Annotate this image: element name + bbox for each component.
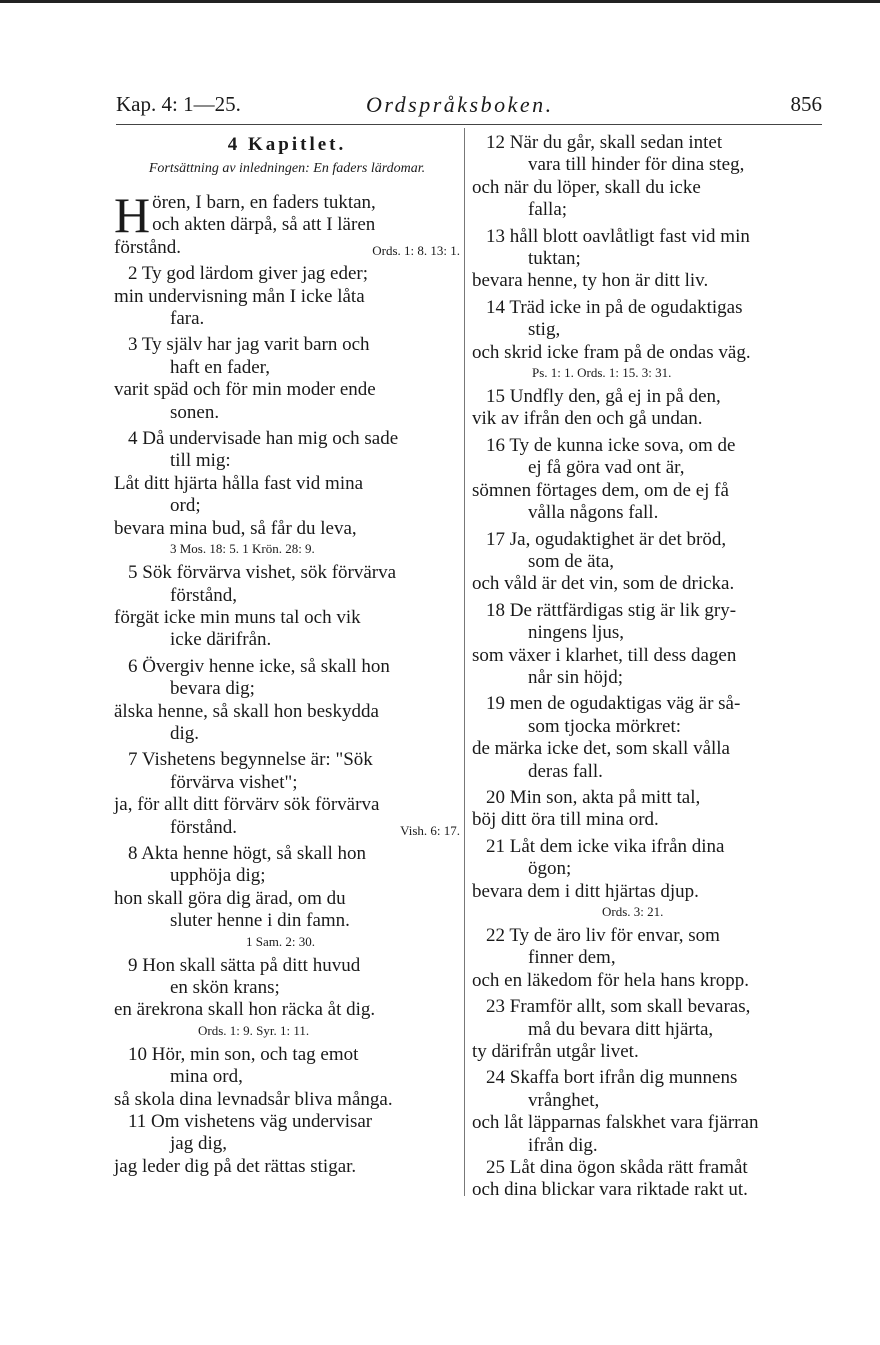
verse-line: stig, [528, 319, 561, 341]
verse-line: jag leder dig på det rättas stigar. [114, 1155, 357, 1177]
verse-line: 23 Framför allt, som skall bevaras, [486, 996, 751, 1018]
verse-18 [472, 600, 822, 690]
verse-8 [114, 843, 460, 951]
verse-6 [114, 656, 460, 746]
verse-line: och akten därpå, så att I lären [152, 214, 376, 236]
verse-line [114, 817, 460, 839]
verse-5 [114, 562, 460, 652]
verse-line: 12 När du går, skall sedan intet [486, 132, 723, 153]
verse-20 [472, 787, 822, 832]
chapter-intro: Fortsättning av inledningen: En faders lärdomar. [148, 161, 426, 176]
verse-line: och skrid icke fram på de ondas väg. [472, 341, 751, 363]
verse-line: ord; [170, 495, 201, 517]
verse-line: 3 Ty själv har jag varit barn och [128, 334, 370, 356]
header-rule [116, 124, 822, 125]
verse-line [114, 237, 460, 259]
verse-10 [114, 1044, 460, 1111]
verse-line: icke därifrån. [170, 629, 272, 651]
verse-line: dig. [170, 722, 200, 744]
verse-line: en skön krans; [170, 977, 280, 998]
verse-line: och dina blickar vara riktade rakt ut. [472, 1179, 748, 1201]
verse-line: Låt ditt hjärta hålla fast vid mina [114, 472, 364, 494]
verse-line: ifrån dig. [528, 1134, 598, 1156]
verse-line: bevara henne, ty hon är ditt liv. [472, 270, 709, 292]
verse-line: som de äta, [528, 550, 615, 572]
verse-line: fara. [170, 308, 205, 330]
verse-9 [114, 955, 460, 1040]
verse-line-text: förstånd. [114, 236, 182, 258]
verse-line: jag dig, [170, 1133, 227, 1155]
verse-line: 20 Min son, akta på mitt tal, [486, 786, 701, 808]
verse-11 [114, 1111, 460, 1178]
page-number: 856 [790, 92, 822, 116]
verse-line: 4 Då undervisade han mig och sade [128, 428, 399, 450]
verse-22 [472, 925, 822, 992]
verse-line: förstånd, [170, 584, 238, 606]
verse-line: förgät icke min muns tal och vik [114, 606, 361, 628]
verse-line: böj ditt öra till mina ord. [472, 809, 659, 831]
verse-19 [472, 693, 822, 783]
verse-line: och låt läpparnas falskhet vara fjärran [472, 1112, 759, 1134]
verse-line: 16 Ty de kunna icke sova, om de [486, 434, 736, 456]
verse-line: 14 Träd icke in på de ogudaktigas [486, 296, 743, 318]
verse-line: till mig: [170, 450, 231, 472]
verse-line: upphöja dig; [170, 865, 266, 887]
verse-line: 6 Övergiv henne icke, så skall hon [128, 655, 390, 677]
verse-line: 2 Ty god lärdom giver jag eder; [128, 263, 368, 285]
verse-line: vrånghet, [528, 1089, 600, 1111]
verse-15 [472, 386, 822, 431]
verse-line: sluter henne i din famn. [170, 910, 350, 932]
verse-line: bevara dig; [170, 678, 255, 700]
chapter-heading: 4 Kapitlet. [227, 134, 347, 155]
drop-cap: H [114, 187, 151, 243]
verse-16 [472, 435, 822, 525]
verse-line: ningens ljus, [528, 622, 625, 644]
cross-reference: Ords. 3: 21. [602, 904, 664, 919]
cross-reference: 1 Sam. 2: 30. [246, 933, 315, 949]
column-divider [464, 128, 465, 1196]
verse-17 [472, 529, 822, 596]
verse-line: mina ord, [170, 1066, 243, 1088]
verse-line: når sin höjd; [528, 666, 623, 688]
verse-line: må du bevara ditt hjärta, [528, 1018, 714, 1040]
verse-line: älska henne, så skall hon beskydda [114, 700, 379, 722]
verse-line: som växer i klarhet, till dess dagen [472, 644, 737, 666]
verse-line: vålla någons fall. [528, 502, 659, 524]
verse-line: 5 Sök förvärva vishet, sök förvärva [128, 562, 397, 584]
book-title: Ordspråksboken. [366, 92, 554, 117]
cross-reference: Ords. 1: 8. 13: 1. [372, 242, 460, 258]
verse-line: som tjocka mörkret: [528, 715, 682, 737]
verse-2 [114, 263, 460, 330]
verse-line: 22 Ty de äro liv för envar, som [486, 925, 720, 946]
verse-line: ej få göra vad ont är, [528, 457, 685, 479]
verse-line: 18 De rättfärdigas stig är lik gry- [486, 599, 737, 621]
verse-line: 11 Om vishetens väg undervisar [128, 1111, 373, 1133]
verse-line: så skola dina levnadsår bliva många. [114, 1088, 393, 1110]
chapter-reference: Kap. 4: 1—25. [116, 92, 241, 116]
verse-3 [114, 334, 460, 424]
verse-line: en ärekrona skall hon räcka åt dig. [114, 999, 376, 1021]
verse-1 [114, 187, 460, 259]
verse-7 [114, 749, 460, 839]
verse-25 [472, 1157, 822, 1202]
verse-line: ty därifrån utgår livet. [472, 1041, 639, 1063]
verse-line: 13 håll blott oavlåtligt fast vid min [486, 225, 750, 247]
verse-line: 19 men de ogudaktigas väg är så- [486, 693, 741, 715]
verse-line: och när du löper, skall du icke [472, 176, 701, 198]
verse-line: 17 Ja, ogudaktighet är det bröd, [486, 528, 727, 550]
verse-line: och en läkedom för hela hans kropp. [472, 969, 749, 991]
verse-line: förvärva vishet"; [170, 771, 298, 793]
verse-line: tuktan; [528, 248, 581, 270]
verse-23 [472, 996, 822, 1063]
verse-line: bevara mina bud, så får du leva, [114, 517, 357, 539]
verse-line: ögon; [528, 858, 572, 880]
verse-line: 24 Skaffa bort ifrån dig munnens [486, 1067, 738, 1089]
verse-line: deras fall. [528, 760, 603, 782]
verse-line: 9 Hon skall sätta på ditt huvud [128, 954, 361, 976]
verse-14 [472, 297, 822, 382]
verse-line: varit späd och för min moder ende [114, 379, 376, 401]
verse-line-text: förstånd. [170, 816, 238, 838]
verse-line: 8 Akta henne högt, så skall hon [128, 842, 366, 864]
verse-line: sömnen förtages dem, om de ej få [472, 479, 729, 501]
verse-line: ören, I barn, en faders tuktan, [152, 192, 376, 213]
verse-line: finner dem, [528, 947, 616, 969]
verse-line: vara till hinder för dina steg, [528, 154, 745, 176]
top-edge-line [0, 0, 880, 3]
verse-line: hon skall göra dig ärad, om du [114, 887, 346, 909]
verse-line: vik av ifrån den och gå undan. [472, 408, 703, 430]
verse-line: ja, för allt ditt förvärv sök förvärva [114, 794, 380, 816]
verse-line: min undervisning mån I icke låta [114, 285, 365, 307]
cross-reference: Ords. 1: 9. Syr. 1: 11. [198, 1022, 310, 1038]
cross-reference: 3 Mos. 18: 5. 1 Krön. 28: 9. [170, 541, 315, 557]
verse-line: 25 Låt dina ögon skåda rätt framåt [486, 1157, 748, 1179]
verse-21 [472, 836, 822, 921]
verse-line: 15 Undfly den, gå ej in på den, [486, 386, 721, 408]
cross-reference: Ps. 1: 1. Ords. 1: 15. 3: 31. [532, 365, 672, 381]
verse-4 [114, 428, 460, 558]
page-header [116, 92, 822, 122]
verse-line: falla; [528, 199, 568, 221]
verse-12 [472, 132, 822, 222]
left-column [114, 132, 460, 1178]
verse-line: bevara dem i ditt hjärtas djup. [472, 880, 699, 902]
verse-13 [472, 226, 822, 293]
verse-line: 21 Låt dem icke vika ifrån dina [486, 835, 725, 857]
verse-24 [472, 1067, 822, 1157]
verse-line: de märka icke det, som skall vålla [472, 738, 730, 760]
cross-reference: Vish. 6: 17. [400, 822, 460, 838]
verse-line: 7 Vishetens begynnelse är: "Sök [128, 749, 373, 771]
verse-line: 10 Hör, min son, och tag emot [128, 1043, 359, 1065]
verse-line: och våld är det vin, som de dricka. [472, 573, 735, 595]
right-column [472, 132, 822, 1202]
verse-line: haft en fader, [170, 356, 270, 378]
verse-line: sonen. [170, 401, 220, 423]
